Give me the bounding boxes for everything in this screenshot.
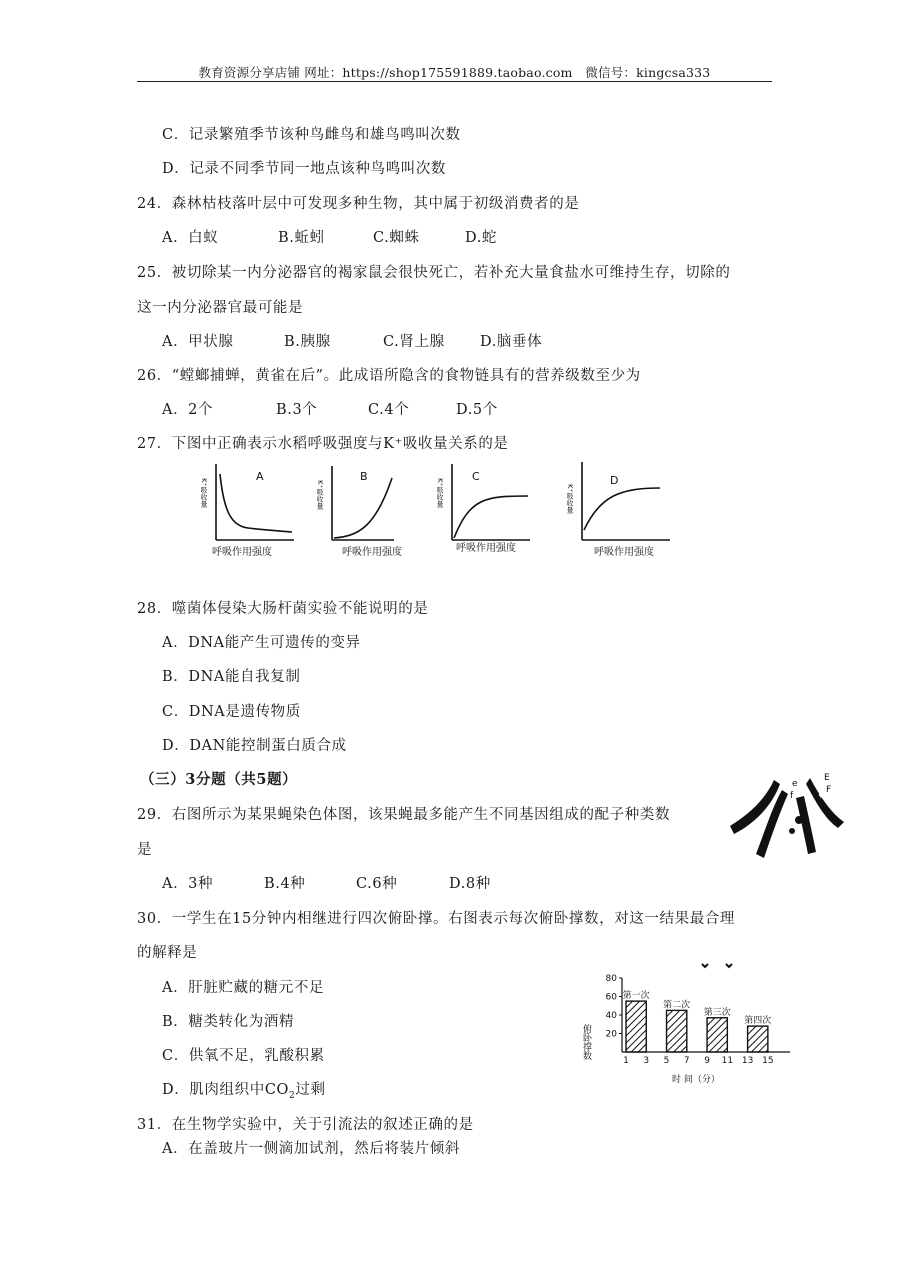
chart-bar-label: 第一次	[622, 991, 650, 1002]
chart-x-tick-label: 9	[704, 1056, 710, 1066]
q25-option-a: A．甲状腺	[162, 334, 234, 350]
header-rule	[137, 81, 772, 82]
q31-stem: 31．在生物学实验中，关于引流法的叙述正确的是	[137, 1117, 474, 1133]
q24-option-c: C.蜘蛛	[373, 230, 420, 246]
q25-option-d: D.脑垂体	[480, 334, 543, 350]
q27-graph-d-ylabel: K⁺吸收量	[566, 484, 574, 514]
q26-option-a: A．2个	[162, 402, 214, 418]
q27-graph-b-xlabel: 呼吸作用强度	[342, 547, 402, 558]
q30-stem-line1: 30．一学生在15分钟内相继进行四次俯卧撑。右图表示每次俯卧撑数，对这一结果最合理	[137, 911, 735, 927]
q29-option-a: A．3种	[162, 876, 214, 892]
chart-x-tick-label: 13	[741, 1056, 754, 1066]
chart-x-tick-label: 11	[721, 1056, 734, 1066]
q23-option-c: C．记录繁殖季节该种鸟雌鸟和雄鸟鸣叫次数	[162, 127, 461, 143]
chromosome-label-e: e	[792, 779, 798, 789]
q24-option-b: B.蚯蚓	[278, 230, 325, 246]
q30-option-d	[162, 1078, 326, 1101]
q27-graph-c	[452, 464, 530, 540]
q27-graph-b-ylabel: K⁺吸收量	[316, 480, 324, 510]
q27-graph-a-xlabel: 呼吸作用强度	[212, 547, 272, 558]
q28-option-a: A．DNA能产生可遗传的变异	[162, 635, 361, 651]
section-heading: （三）3分题（共5题）	[140, 771, 298, 788]
q25-options	[162, 330, 542, 351]
q27-graph-a	[216, 464, 294, 540]
chromosome-label-f: f	[790, 791, 794, 801]
chromosome-label-h: h	[766, 829, 772, 839]
q24-stem: 24．森林枯枝落叶层中可发现多种生物，其中属于初级消费者的是	[137, 196, 580, 212]
q27-graphs	[190, 458, 700, 576]
q24-option-a: A．白蚁	[162, 230, 219, 246]
q25-stem-line1: 25．被切除某一内分泌器官的褐家鼠会很快死亡，若补充大量食盐水可维持生存，切除的	[137, 265, 731, 281]
chart-bar	[707, 1018, 727, 1052]
chart-y-tick-label: 40	[605, 1011, 617, 1021]
q27-graph-c-xlabel: 呼吸作用强度	[456, 543, 516, 554]
q29-option-b: B.4种	[264, 876, 306, 892]
q24-options	[162, 226, 497, 247]
q26-option-c: C.4个	[368, 402, 410, 418]
q25-option-c: C.肾上腺	[383, 334, 445, 350]
q26-stem: 26．“螳螂捕蝉，黄雀在后”。此成语所隐含的食物链具有的营养级数至少为	[137, 368, 641, 384]
q29-options	[162, 872, 491, 893]
page-header: 教育资源分享店铺 网址：https://shop175591889.taobao.com 微信号：kingcsa333	[198, 65, 711, 80]
chromosome-figure	[726, 768, 850, 860]
chart-x-tick-label: 3	[643, 1056, 650, 1066]
chart-y-tick-label: 20	[605, 1029, 617, 1040]
q25-stem-line2: 这一内分泌器官最可能是	[137, 300, 304, 316]
q28-stem: 28．噬菌体侵染大肠杆菌实验不能说明的是	[137, 601, 429, 617]
q26-option-d: D.5个	[456, 402, 498, 418]
q25-option-b: B.胰腺	[284, 334, 331, 350]
chart-y-tick-label: 80	[605, 974, 617, 984]
q29-option-d: D.8种	[449, 876, 491, 892]
chart-bar-label: 第四次	[744, 1016, 772, 1027]
q29-stem-line2: 是	[137, 842, 153, 858]
q23-option-d: D．记录不同季节同一地点该种鸟鸣叫次数	[162, 161, 447, 177]
chart-x-tick-label: 1	[623, 1056, 629, 1066]
q24-option-d: D.蛇	[465, 230, 498, 246]
chart-bar	[667, 1010, 687, 1052]
chart-bars	[626, 1001, 768, 1052]
q29-option-c: C.6种	[356, 876, 398, 892]
chart-y-tick-label: 60	[605, 992, 617, 1003]
q30-option-d-text: D．肌肉组织中CO	[162, 1082, 290, 1098]
q27-graph-b-letter: B	[360, 470, 368, 483]
q28-option-d: D．DAN能控制蛋白质合成	[162, 738, 347, 754]
q27-graph-a-letter: A	[256, 470, 264, 483]
chart-bar	[626, 1001, 646, 1052]
q26-option-b: B.3个	[276, 402, 318, 418]
q28-option-c: C．DNA是遗传物质	[162, 704, 301, 720]
q27-graph-c-letter: C	[472, 470, 480, 483]
q31-option-a: A．在盖玻片一侧滴加试剂，然后将装片倾斜	[162, 1141, 460, 1157]
q27-graph-d	[582, 462, 670, 540]
q30-option-d-subscript: 2	[289, 1090, 296, 1101]
q27-graph-c-ylabel: K⁺吸收量	[436, 478, 444, 508]
q30-option-b: B．糖类转化为酒精	[162, 1014, 295, 1030]
q27-stem: 27．下图中正确表示水稻呼吸强度与K⁺吸收量关系的是	[137, 436, 509, 452]
chart-x-tick-label: 5	[663, 1056, 670, 1066]
pushup-bar-chart	[574, 960, 804, 1088]
q29-stem-line1: 29．右图所示为某果蝇染色体图，该果蝇最多能产生不同基因组成的配子种类数	[137, 807, 671, 823]
chart-xlabel: 时 间（分）	[672, 1075, 720, 1085]
chromosome-label-f-upper: F	[826, 785, 832, 795]
q27-graph-d-xlabel: 呼吸作用强度	[594, 547, 654, 558]
chart-ylabel: 俯卧撑数	[581, 1024, 591, 1060]
chart-bar-label: 第三次	[703, 1007, 731, 1018]
q27-graph-d-letter: D	[610, 474, 619, 487]
chart-x-tick-label: 7	[683, 1056, 690, 1066]
q30-option-c: C．供氧不足，乳酸积累	[162, 1048, 325, 1064]
q28-option-b: B．DNA能自我复制	[162, 669, 301, 685]
chart-bar-label: 第二次	[663, 1000, 691, 1011]
chart-x-tick-label: 15	[762, 1056, 774, 1066]
q26-options	[162, 398, 498, 419]
q30-stem-line2: 的解释是	[137, 945, 198, 961]
q30-option-d-tail: 过剩	[295, 1082, 326, 1098]
chart-bar	[748, 1026, 768, 1052]
q30-option-a: A．肝脏贮藏的糖元不足	[162, 980, 325, 996]
q27-graph-a-ylabel: K⁺吸收量	[200, 478, 208, 508]
chromosome-label-e-upper: E	[824, 773, 830, 783]
